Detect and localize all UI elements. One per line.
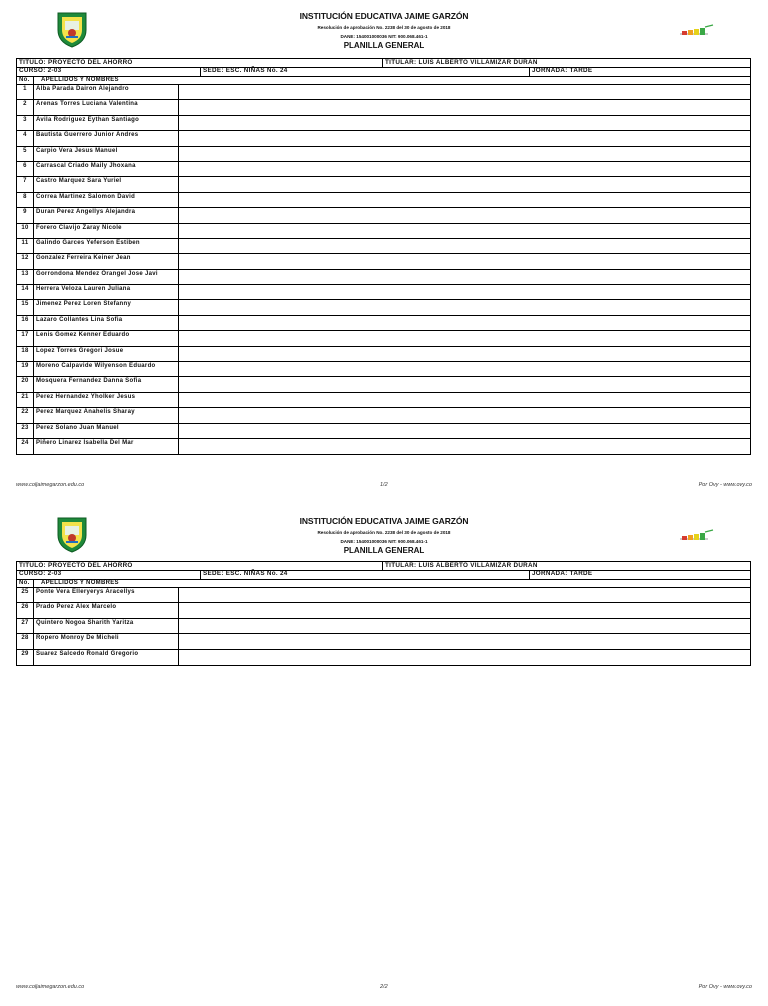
- table-row: [17, 619, 750, 634]
- student-number: 5: [23, 147, 27, 154]
- footer-page-number: 2/2: [380, 984, 388, 990]
- student-number: 21: [21, 393, 29, 400]
- student-name: Correa Martinez Salomon David: [36, 193, 136, 200]
- student-name: Bautista Guerrero Junior Andres: [36, 132, 139, 139]
- table-row: [17, 316, 750, 331]
- student-name: Avila Rodriguez Eythan Santiago: [36, 116, 140, 123]
- table-row: [17, 331, 750, 346]
- table-row: [17, 162, 750, 177]
- student-name: Ponte Vera Elleryerys Aracellys: [36, 589, 135, 595]
- student-name: Ropero Monroy De Micheli: [36, 635, 119, 642]
- table-row: [17, 439, 750, 454]
- column-header-no: No.: [19, 77, 30, 83]
- footer-credit: Por Ovy - www.ovy.co: [698, 984, 752, 990]
- curso-label: CURSO: 2-03: [19, 570, 62, 577]
- table-row: [17, 100, 750, 115]
- table-header: [17, 579, 750, 588]
- institution-name: INSTITUCIÓN EDUCATIVA JAIME GARZÓN: [299, 11, 469, 21]
- table-row: [17, 603, 750, 618]
- info-table: [16, 58, 751, 77]
- student-number: 19: [21, 363, 29, 370]
- footer-website: www.coljaimegarzon.edu.co: [16, 482, 85, 488]
- student-number: 8: [23, 193, 27, 200]
- student-name: Gorrondona Mendez Orangel Jose Javi: [36, 270, 158, 277]
- student-number: 7: [23, 178, 27, 185]
- student-number: 12: [21, 255, 29, 262]
- column-header-names: APELLIDOS Y NOMBRES: [41, 580, 119, 586]
- table-row: [17, 177, 750, 192]
- table-row: [17, 147, 750, 162]
- sheet-title: PLANILLA GENERAL: [343, 41, 425, 50]
- table-row: [17, 208, 750, 223]
- titulo-label: TITULO: PROYECTO DEL AHORRO: [19, 59, 133, 66]
- jornada-label: JORNADA: TARDE: [532, 67, 593, 74]
- student-name: Piñero Linarez Isabella Del Mar: [36, 439, 134, 446]
- student-table: [16, 76, 751, 455]
- student-name: Carpio Vera Jesus Manuel: [36, 147, 118, 154]
- titular-label: TITULAR: LUIS ALBERTO VILLAMIZAR DURAN: [385, 562, 538, 569]
- student-number: 11: [21, 239, 29, 246]
- table-row: [17, 224, 750, 239]
- student-number: 1: [23, 86, 27, 92]
- footer-credit: Por Ovy - www.ovy.co: [698, 482, 752, 488]
- student-number: 13: [21, 270, 29, 277]
- student-number: 17: [21, 332, 29, 339]
- student-number: 2: [23, 101, 27, 108]
- student-name: Quintero Nogoa Sharith Yaritza: [36, 619, 134, 626]
- student-number: 14: [21, 286, 29, 293]
- student-name: Prado Perez Alex Marcelo: [36, 604, 117, 611]
- table-row: [17, 85, 750, 100]
- student-number: 18: [21, 347, 29, 354]
- table-row: [17, 193, 750, 208]
- student-name: Gonzalez Ferreira Keiner Jean: [36, 255, 131, 262]
- student-table: [16, 579, 751, 666]
- table-row: [17, 424, 750, 439]
- institution-name: INSTITUCIÓN EDUCATIVA JAIME GARZÓN: [299, 516, 469, 526]
- student-name: Mosquera Fernandez Danna Sofia: [36, 378, 142, 385]
- footer-page-number: 1/2: [380, 482, 388, 488]
- student-number: 20: [21, 378, 29, 385]
- table-row: [17, 362, 750, 377]
- footer-website: www.coljaimegarzon.edu.co: [16, 984, 85, 990]
- student-number: 26: [21, 604, 29, 611]
- student-name: Suarez Salcedo Ronald Gregorio: [36, 650, 139, 657]
- student-name: Lazaro Collantes Lina Sofia: [36, 316, 123, 323]
- table-row: [17, 650, 750, 665]
- table-header: [17, 76, 750, 85]
- student-name: Alba Parada Dairon Alejandro: [36, 86, 129, 92]
- sheet-title: PLANILLA GENERAL: [343, 546, 425, 555]
- student-name: Perez Marquez Anahelis Sharay: [36, 409, 135, 416]
- student-name: Lenis Gomez Kenner Eduardo: [36, 332, 130, 339]
- resolution-text: Resolución de aprobación No. 2238 del 30 de agosto de 2018: [317, 25, 451, 30]
- ovy-logo: [678, 529, 716, 543]
- student-name: Perez Solano Juan Manuel: [36, 424, 119, 431]
- dane-nit-text: DANE: 154001000036 NIT: 900.068.461-1: [340, 539, 428, 544]
- sede-label: SEDE: ESC. NIÑAS No. 24: [203, 570, 288, 577]
- table-row: [17, 393, 750, 408]
- page-footer: [0, 482, 768, 492]
- titulo-label: TITULO: PROYECTO DEL AHORRO: [19, 562, 133, 569]
- student-number: 6: [23, 162, 27, 169]
- student-name: Moreno Calpavide Wilyenson Eduardo: [36, 363, 156, 370]
- document-header: [0, 0, 768, 52]
- table-row: [17, 270, 750, 285]
- table-row: [17, 634, 750, 649]
- titular-label: TITULAR: LUIS ALBERTO VILLAMIZAR DURAN: [385, 59, 538, 66]
- student-number: 23: [21, 424, 29, 431]
- student-number: 4: [23, 132, 27, 139]
- student-number: 27: [21, 619, 29, 626]
- student-name: Lopez Torres Gregori Josue: [36, 347, 124, 354]
- table-row: [17, 116, 750, 131]
- info-table: [16, 561, 751, 580]
- student-rows: [17, 588, 750, 665]
- page-footer: [0, 984, 768, 994]
- student-name: Duran Perez Angellys Alejandra: [36, 209, 136, 216]
- table-row: [17, 377, 750, 392]
- table-row: [17, 254, 750, 269]
- student-number: 24: [21, 439, 29, 446]
- student-number: 29: [21, 650, 29, 657]
- student-name: Arenas Torres Luciana Valentina: [36, 101, 138, 108]
- column-header-no: No.: [19, 580, 30, 586]
- student-number: 16: [21, 316, 29, 323]
- student-number: 15: [21, 301, 29, 308]
- student-name: Castro Marquez Sara Yuriel: [36, 178, 122, 185]
- student-name: Jimenez Perez Loren Stefanny: [36, 301, 132, 308]
- student-rows: [17, 85, 750, 454]
- sede-label: SEDE: ESC. NIÑAS No. 24: [203, 67, 288, 74]
- jornada-label: JORNADA: TARDE: [532, 570, 593, 577]
- table-row: [17, 588, 750, 603]
- table-row: [17, 239, 750, 254]
- dane-nit-text: DANE: 154001000036 NIT: 900.068.461-1: [340, 34, 428, 39]
- student-name: Perez Hernandez Yholker Jesus: [36, 393, 136, 400]
- curso-label: CURSO: 2-03: [19, 67, 62, 74]
- table-row: [17, 347, 750, 362]
- table-row: [17, 285, 750, 300]
- student-number: 28: [21, 635, 29, 642]
- student-number: 3: [23, 116, 27, 123]
- table-row: [17, 408, 750, 423]
- student-number: 22: [21, 409, 29, 416]
- student-name: Galindo Garces Yeferson Estiben: [36, 239, 140, 246]
- document-header: [0, 505, 768, 557]
- student-number: 25: [21, 589, 29, 595]
- ovy-logo: [678, 24, 716, 38]
- column-header-names: APELLIDOS Y NOMBRES: [41, 77, 119, 83]
- student-name: Forero Clavijo Zaray Nicole: [36, 224, 122, 231]
- resolution-text: Resolución de aprobación No. 2238 del 30 de agosto de 2018: [317, 530, 451, 535]
- student-name: Carrascal Criado Maily Jhoxana: [36, 162, 136, 169]
- table-row: [17, 131, 750, 146]
- student-number: 10: [21, 224, 29, 231]
- student-number: 9: [23, 209, 27, 216]
- student-name: Herrera Veloza Lauren Juliana: [36, 286, 131, 293]
- table-row: [17, 300, 750, 315]
